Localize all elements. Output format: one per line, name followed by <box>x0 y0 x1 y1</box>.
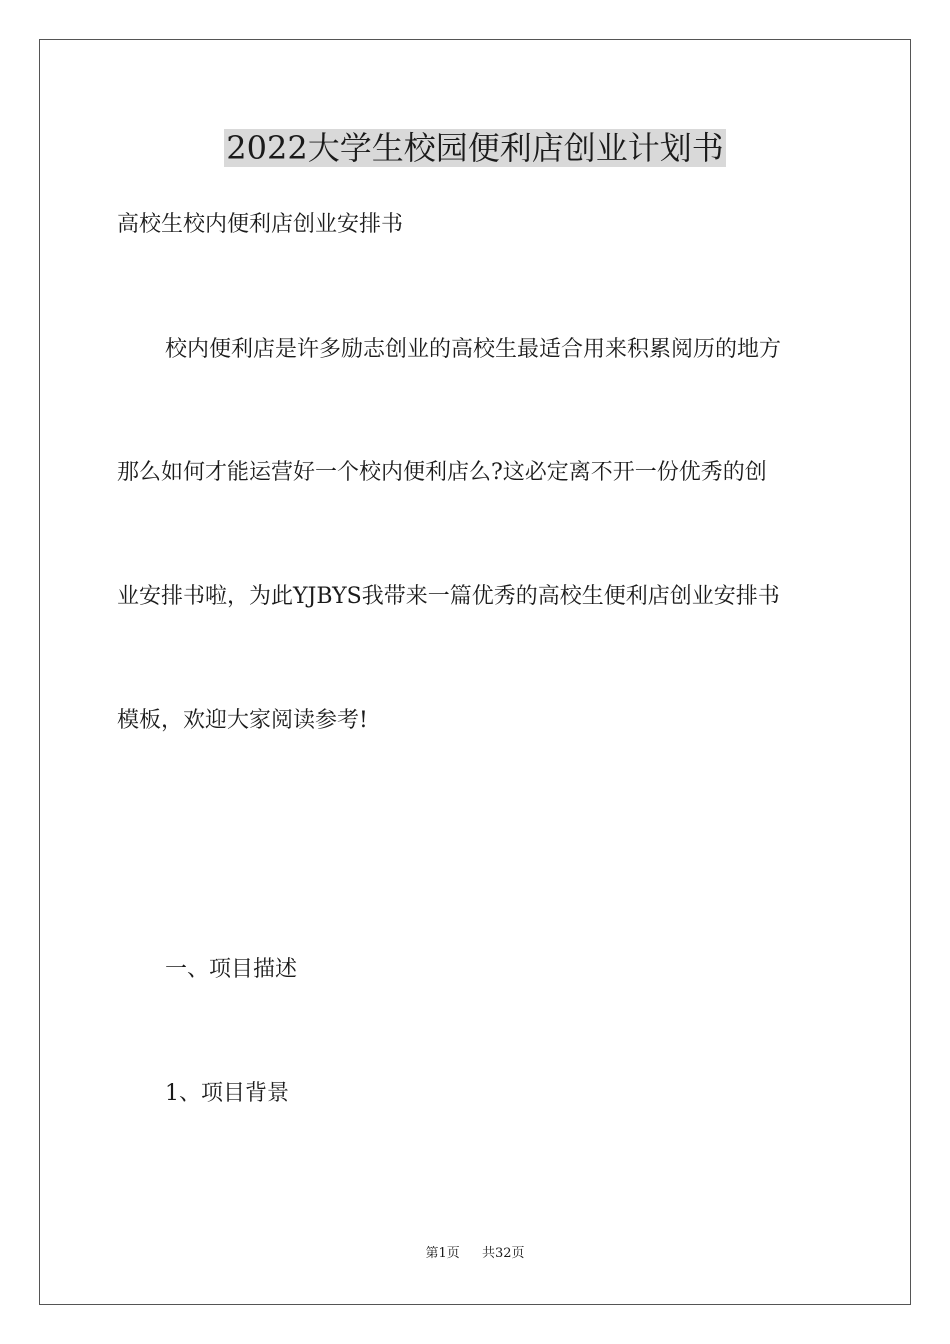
intro-line-1: 校内便利店是许多励志创业的高校生最适合用来积累阅历的地方 <box>165 337 782 362</box>
intro-line-2: 那么如何才能运营好一个校内便利店么?这必定离不开一份优秀的创 <box>117 460 767 485</box>
document-title-text: 2022大学生校园便利店创业计划书 <box>226 129 724 167</box>
document-title <box>0 126 950 170</box>
subsection-heading: 1、项目背景 <box>165 1081 289 1106</box>
page-number: 第1页 <box>425 1246 460 1261</box>
intro-line-4: 模板，欢迎大家阅读参考! <box>117 708 368 733</box>
document-subtitle: 高校生校内便利店创业安排书 <box>117 212 404 237</box>
intro-line-3: 业安排书啦，为此YJBYS我带来一篇优秀的高校生便利店创业安排书 <box>117 584 780 609</box>
page-footer <box>0 1245 950 1263</box>
section-heading: 一、项目描述 <box>165 957 298 982</box>
page-total: 共32页 <box>482 1246 525 1261</box>
